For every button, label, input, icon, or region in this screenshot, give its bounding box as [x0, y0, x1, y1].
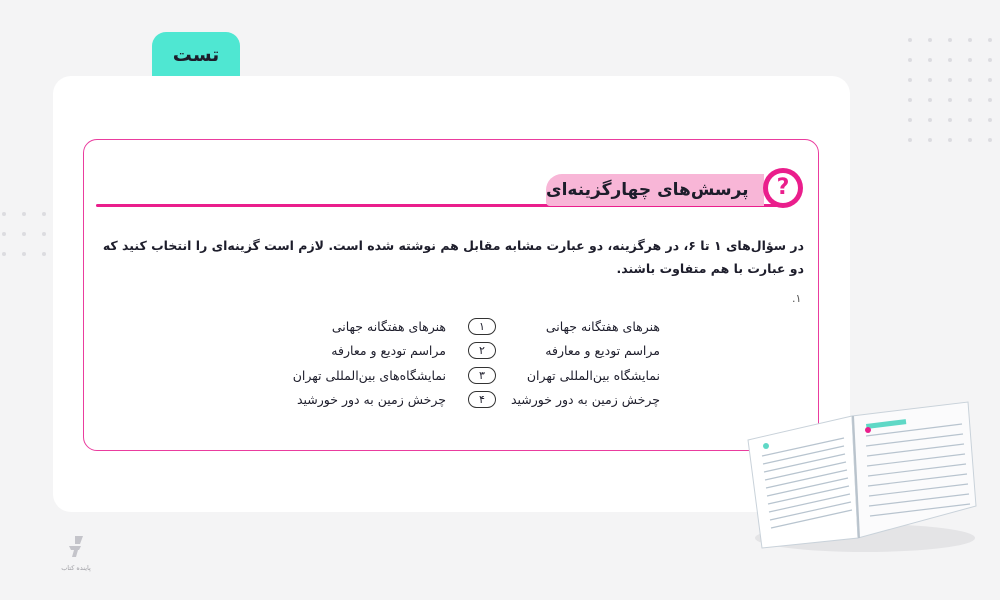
- option-text-a: چرخش زمین به دور خورشید: [510, 392, 660, 408]
- open-book-image: [740, 398, 980, 558]
- option-4[interactable]: [250, 388, 660, 413]
- logo-icon: [63, 534, 89, 558]
- logo-text: پاینده کتاب: [61, 564, 91, 572]
- option-1[interactable]: [250, 314, 660, 339]
- tab-label: تست: [172, 44, 220, 66]
- option-text-b: چرخش زمین به دور خورشید: [296, 392, 446, 408]
- decorative-dots-right: [908, 38, 992, 142]
- section-heading-text: پرسش‌های چهارگزینه‌ای: [546, 180, 749, 200]
- option-text-b: نمایشگاه‌های بین‌المللی تهران: [292, 367, 446, 383]
- option-text-a: مراسم تودیع و معارفه: [545, 343, 660, 359]
- question-icon: ?: [763, 168, 803, 208]
- option-2[interactable]: [250, 339, 660, 364]
- option-text-b: مراسم تودیع و معارفه: [331, 343, 446, 359]
- option-number-badge: ۴: [468, 391, 496, 408]
- option-text-a: نمایشگاه بین‌المللی تهران: [526, 367, 660, 383]
- question-number: .۱: [792, 292, 802, 305]
- option-number-badge: ۳: [468, 367, 496, 384]
- option-number-badge: ۱: [468, 318, 496, 335]
- option-number-badge: ۲: [468, 342, 496, 359]
- decorative-dots-left: [2, 212, 46, 256]
- option-3[interactable]: [250, 363, 660, 388]
- section-heading: [546, 174, 764, 206]
- options-list: [250, 314, 660, 412]
- option-text-a: هنرهای هفتگانه جهانی: [545, 318, 660, 334]
- option-text-b: هنرهای هفتگانه جهانی: [331, 318, 446, 334]
- instruction-text: در سؤال‌های ۱ تا ۶، در هرگزینه، دو عبارت مشابه مقابل هم نوشته شده است. لازم است گزینه‌ای را انتخاب کنید که دو عبارت با هم متفاوت باشند.: [102, 238, 804, 277]
- brand-logo: [56, 534, 96, 572]
